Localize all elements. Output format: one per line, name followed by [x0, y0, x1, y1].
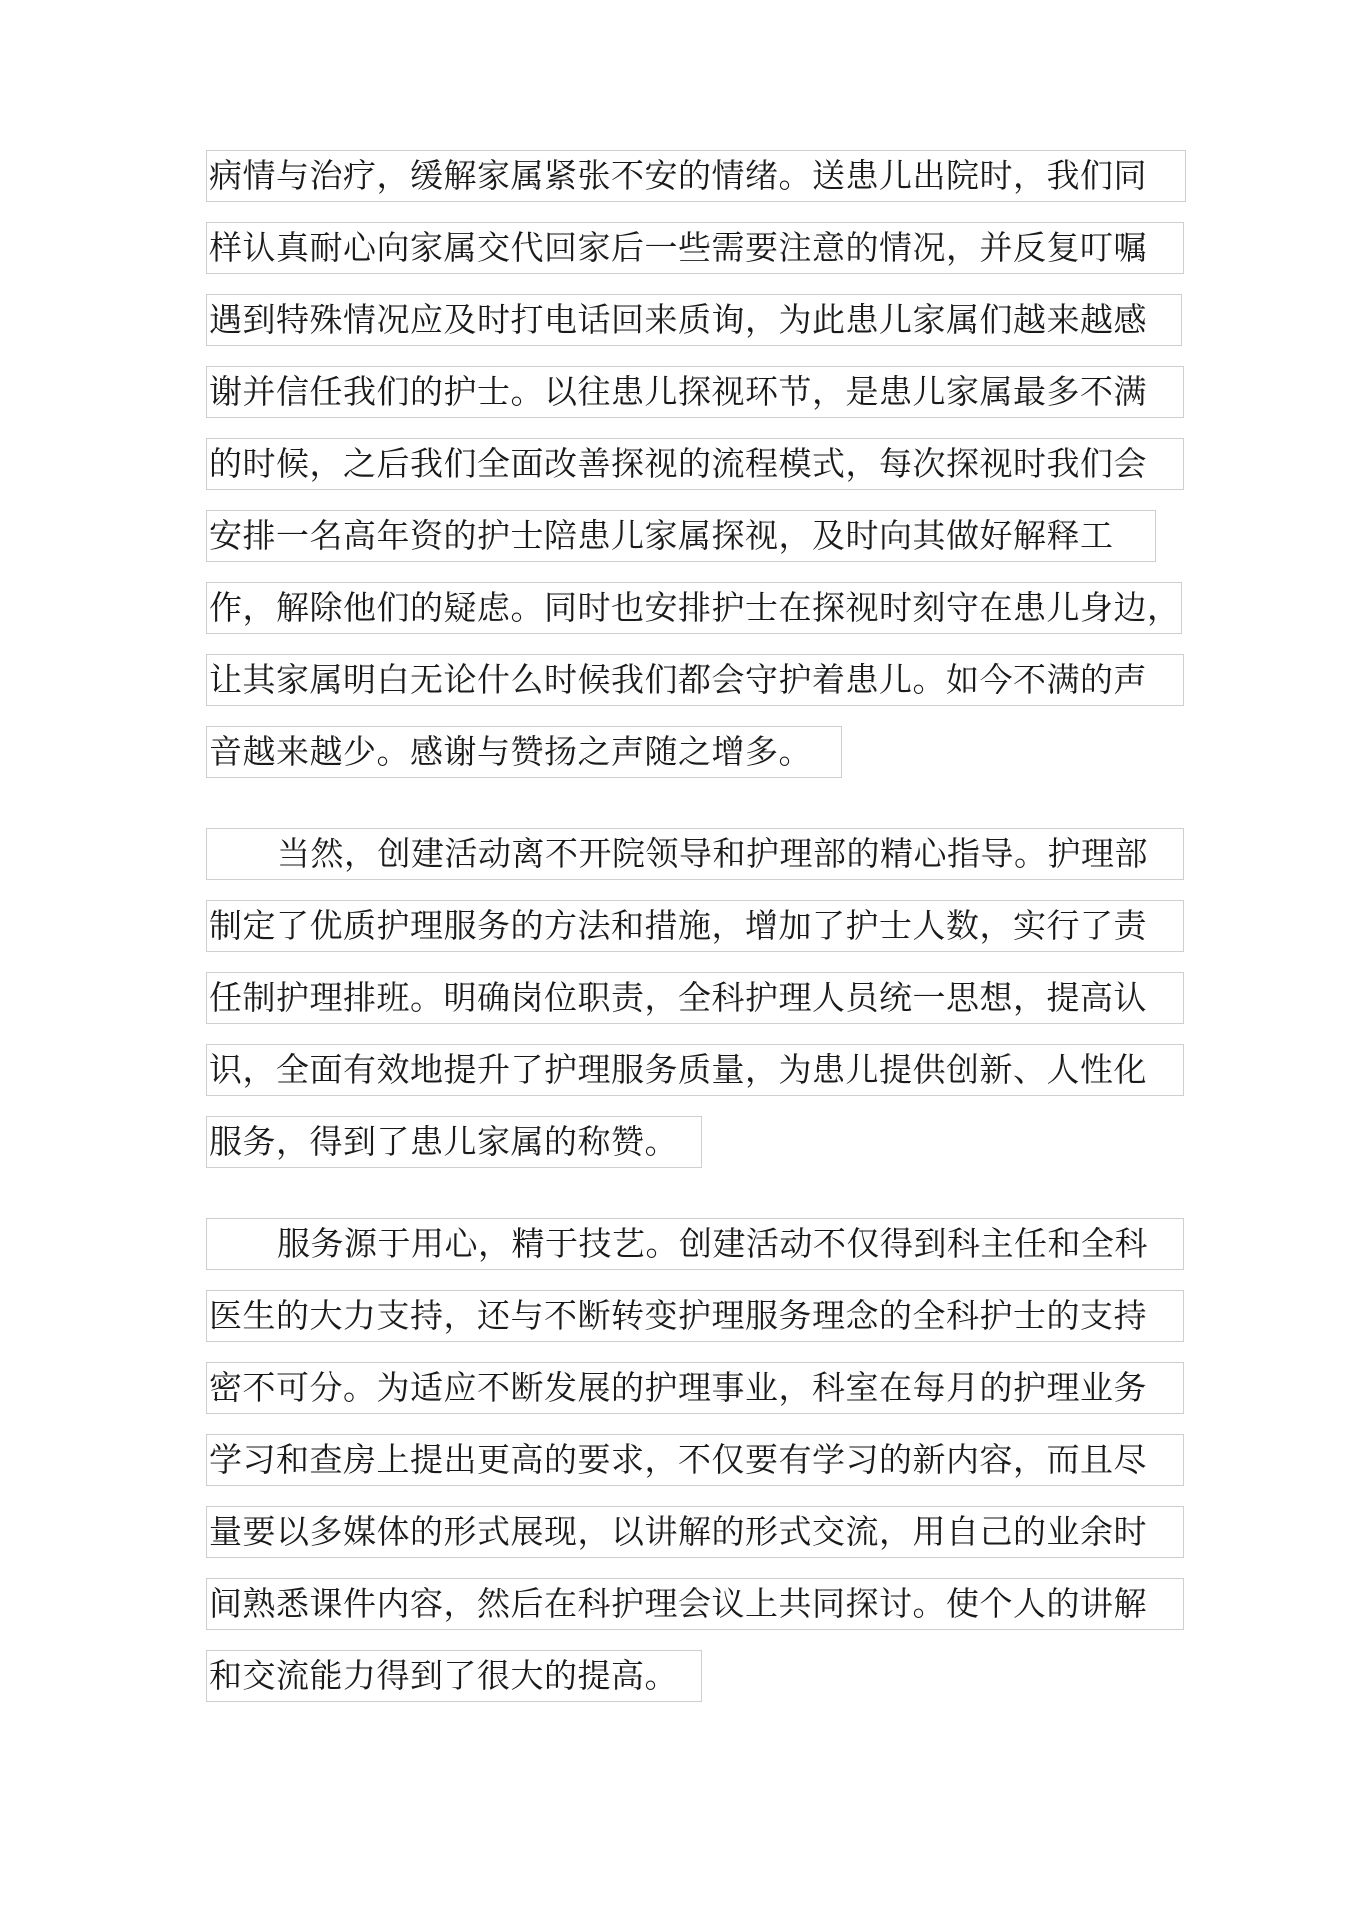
text-line: 任制护理排班。明确岗位职责，全科护理人员统一思想，提高认: [206, 972, 1184, 1024]
text-line: 医生的大力支持，还与不断转变护理服务理念的全科护士的支持: [206, 1290, 1184, 1342]
text-line: 间熟悉课件内容，然后在科护理会议上共同探讨。使个人的讲解: [206, 1578, 1184, 1630]
text-line: 量要以多媒体的形式展现，以讲解的形式交流，用自己的业余时: [206, 1506, 1184, 1558]
text-line: 识，全面有效地提升了护理服务质量，为患儿提供创新、人性化: [206, 1044, 1184, 1096]
text-line: 让其家属明白无论什么时候我们都会守护着患儿。如今不满的声: [206, 654, 1184, 706]
text-line: 和交流能力得到了很大的提高。: [206, 1650, 702, 1702]
text-line: 密不可分。为适应不断发展的护理事业，科室在每月的护理业务: [206, 1362, 1184, 1414]
text-line: 制定了优质护理服务的方法和措施，增加了护士人数，实行了责: [206, 900, 1184, 952]
text-line: 谢并信任我们的护士。以往患儿探视环节，是患儿家属最多不满: [206, 366, 1184, 418]
text-line: 作，解除他们的疑虑。同时也安排护士在探视时刻守在患儿身边，: [206, 582, 1182, 634]
text-line: 样认真耐心向家属交代回家后一些需要注意的情况，并反复叮嘱: [206, 222, 1184, 274]
text-line: 的时候，之后我们全面改善探视的流程模式，每次探视时我们会: [206, 438, 1184, 490]
text-line: 服务源于用心，精于技艺。创建活动不仅得到科主任和全科: [206, 1218, 1184, 1270]
text-line: 音越来越少。感谢与赞扬之声随之增多。: [206, 726, 842, 778]
text-line: 学习和查房上提出更高的要求，不仅要有学习的新内容，而且尽: [206, 1434, 1184, 1486]
text-line: 遇到特殊情况应及时打电话回来质询，为此患儿家属们越来越感: [206, 294, 1182, 346]
text-line: 服务，得到了患儿家属的称赞。: [206, 1116, 702, 1168]
text-line: 当然，创建活动离不开院领导和护理部的精心指导。护理部: [206, 828, 1184, 880]
text-line: 病情与治疗，缓解家属紧张不安的情绪。送患儿出院时，我们同: [206, 150, 1186, 202]
text-line: 安排一名高年资的护士陪患儿家属探视，及时向其做好解释工: [206, 510, 1156, 562]
